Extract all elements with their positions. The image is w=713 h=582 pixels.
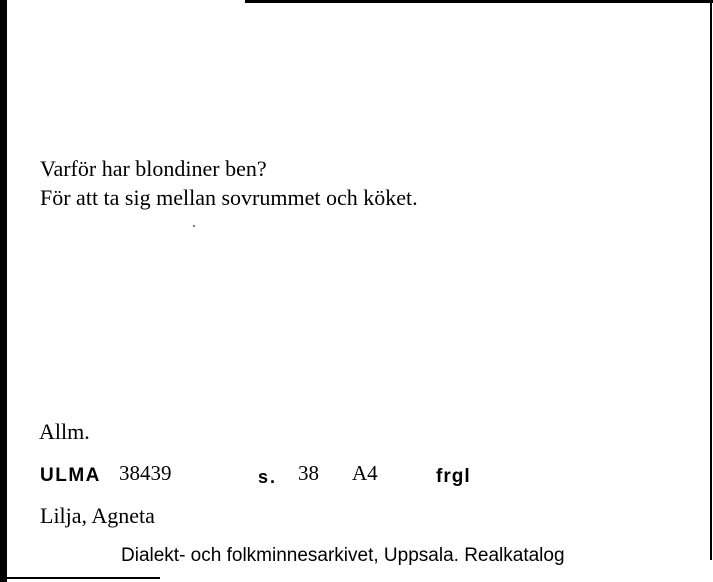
archive-number: 38439 (119, 461, 172, 485)
riddle-answer: För att ta sig mellan sovrummet och köket. (40, 185, 418, 210)
page-number: 38 (298, 461, 319, 485)
archive-name: ULMA (40, 465, 101, 486)
riddle-question: Varför har blondiner ben? (40, 156, 267, 181)
card-border-right (710, 0, 712, 560)
card-border-left (0, 0, 7, 582)
record-code: frgl (436, 466, 471, 487)
paper-format: A4 (352, 461, 378, 485)
collector-name: Lilja, Agneta (40, 503, 155, 528)
card-border-top (245, 0, 713, 3)
category-label: Allm. (39, 419, 90, 444)
card-footer: Dialekt- och folkminnesarkivet, Uppsala. Realkatalog (121, 545, 565, 566)
page-label: s. (258, 467, 278, 487)
card-border-bottom (0, 577, 160, 579)
scan-speck (193, 225, 195, 227)
